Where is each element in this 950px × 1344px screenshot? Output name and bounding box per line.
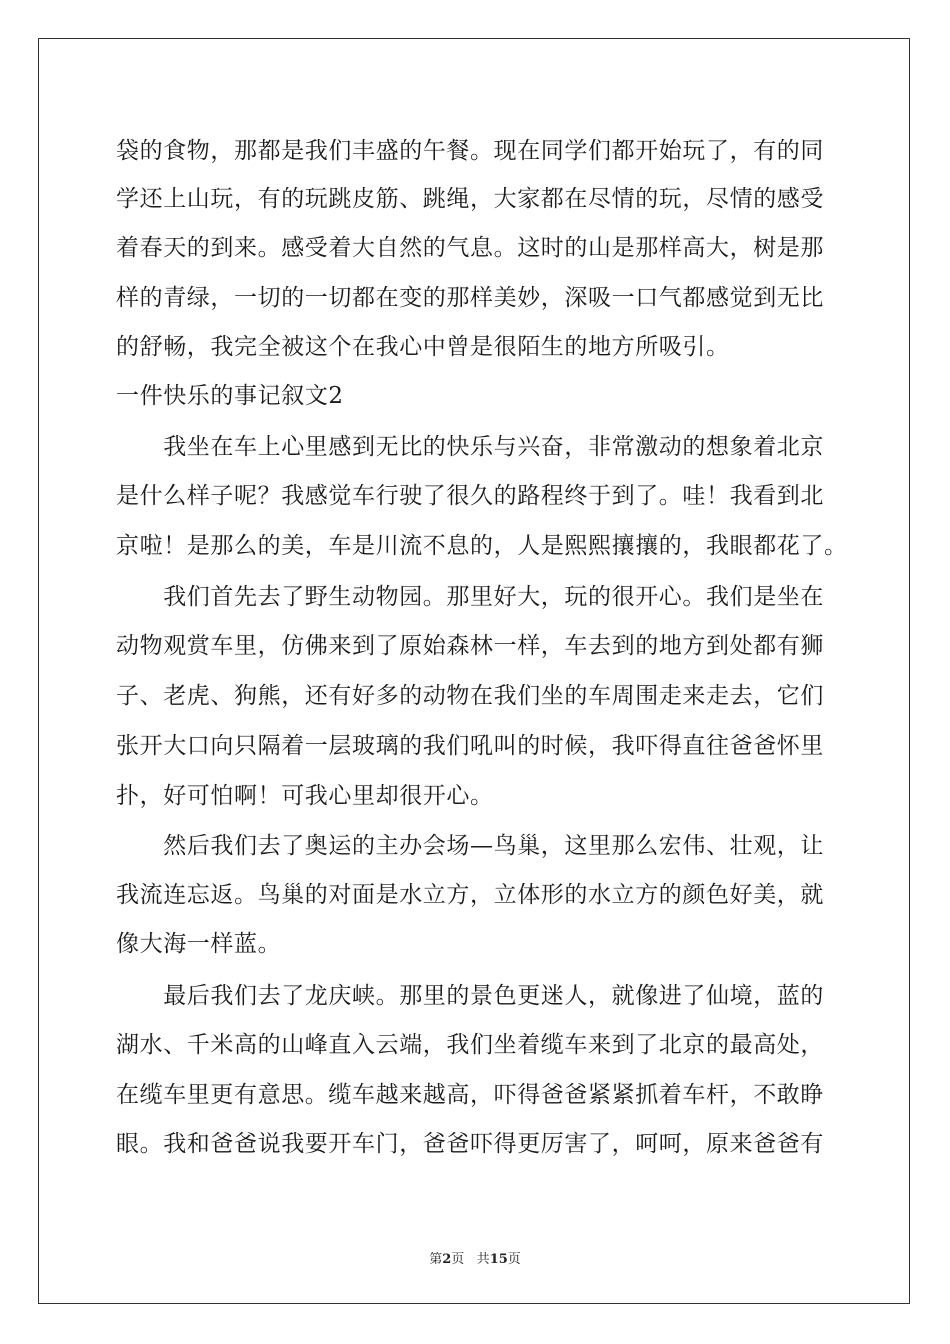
- text-line: 像大海一样蓝。: [116, 931, 282, 957]
- text-line: 我坐在车上心里感到无比的快乐与兴奋，非常激动的想象着北京: [116, 434, 824, 460]
- text-line: 湖水、千米高的山峰直入云端，我们坐着缆车来到了北京的最高处，: [116, 1032, 824, 1058]
- total-suffix: 页: [507, 1252, 521, 1267]
- text-line: 袋的食物，那都是我们丰盛的午餐。现在同学们都开始玩了，有的同: [116, 138, 824, 164]
- text-line: 子、老虎、狗熊，还有好多的动物在我们坐的车周围走来走去，它们: [116, 683, 824, 709]
- text-line: 我们首先去了野生动物园。那里好大，玩的很开心。我们是坐在: [116, 584, 824, 610]
- page-footer: [0, 1248, 950, 1267]
- text-line: 扑，好可怕啊！可我心里却很开心。: [116, 783, 494, 809]
- total-prefix: 共: [476, 1252, 490, 1267]
- text-line: 我流连忘返。鸟巢的对面是水立方，立体形的水立方的颜色好美，就: [116, 882, 824, 908]
- page-prefix: 第: [429, 1252, 443, 1267]
- total-pages: 15: [489, 1252, 508, 1267]
- page-suffix: 页: [451, 1252, 465, 1267]
- text-line: 在缆车里更有意思。缆车越来越高，吓得爸爸紧紧抓着车杆，不敢睁: [116, 1082, 824, 1108]
- text-line: 动物观赏车里，仿佛来到了原始森林一样，车去到的地方到处都有狮: [116, 633, 824, 659]
- text-line: 张开大口向只隔着一层玻璃的我们吼叫的时候，我吓得直往爸爸怀里: [116, 733, 824, 759]
- text-line: 样的青绿，一切的一切都在变的那样美妙，深吸一口气都感觉到无比: [116, 285, 824, 311]
- text-line: 着春天的到来。感受着大自然的气息。这时的山是那样高大，树是那: [116, 235, 824, 261]
- page-number: 2: [442, 1252, 452, 1267]
- section-heading: 一件快乐的事记叙文2: [116, 383, 344, 409]
- text-line: 最后我们去了龙庆峡。那里的景色更迷人，就像进了仙境，蓝的: [116, 983, 824, 1009]
- text-line: 的舒畅，我完全被这个在我心中曾是很陌生的地方所吸引。: [116, 334, 730, 360]
- text-line: 京啦！是那么的美，车是川流不息的，人是熙熙攘攘的，我眼都花了。: [116, 533, 848, 559]
- text-line: 眼。我和爸爸说我要开车门，爸爸吓得更厉害了，呵呵，原来爸爸有: [116, 1131, 824, 1157]
- page-border: [38, 38, 910, 1304]
- text-line: 学还上山玩，有的玩跳皮筋、跳绳，大家都在尽情的玩，尽情的感受: [116, 186, 824, 212]
- text-line: 是什么样子呢？我感觉车行驶了很久的路程终于到了。哇！我看到北: [116, 483, 824, 509]
- text-line: 然后我们去了奥运的主办会场—鸟巢，这里那么宏伟、壮观，让: [116, 833, 824, 859]
